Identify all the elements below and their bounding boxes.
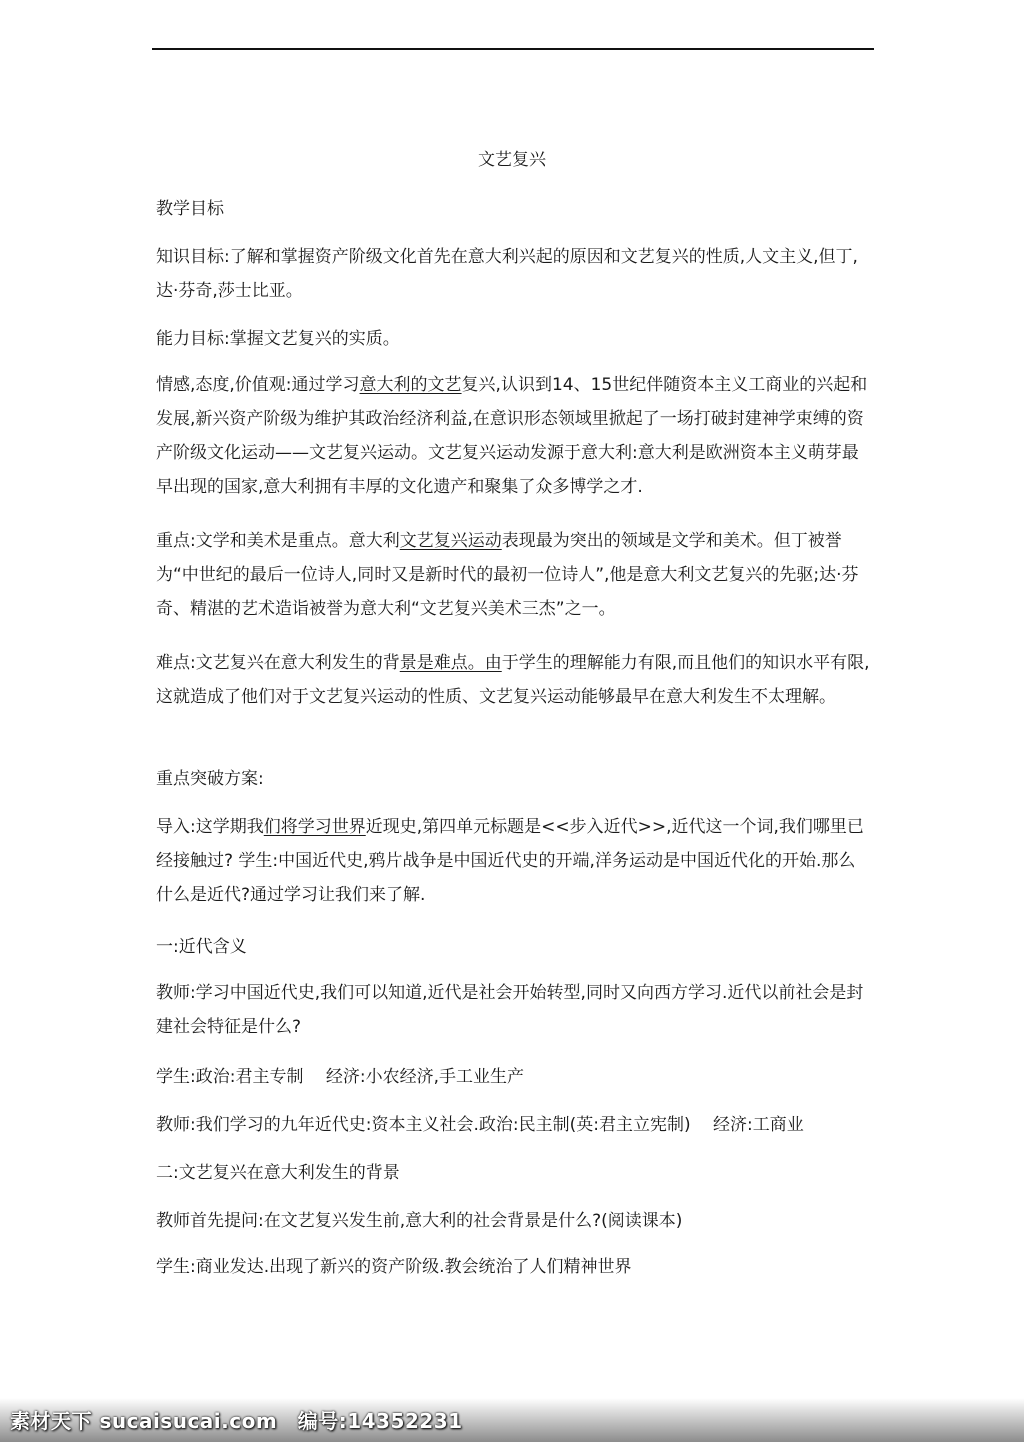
paragraph-student-1: 学生:政治:君主专制 经济:小农经济,手工业生产 (156, 1067, 524, 1087)
underlined-text: 们将学习世界 (263, 817, 366, 837)
paragraph-teacher-2: 教师:我们学习的九年近代史:资本主义社会.政治:民主制(英:君主立宪制) 经济:工商业 (156, 1115, 804, 1135)
underlined-text: 意大利的文艺 (359, 375, 462, 395)
section-heading-1: 一:近代含义 (156, 937, 247, 957)
heading-plan: 重点突破方案: (156, 769, 264, 789)
heading-teaching-goals: 教学目标 (156, 199, 224, 219)
underlined-text: 景是难点。由 (399, 653, 502, 673)
paragraph-knowledge-goal: 知识目标:了解和掌握资产阶级文化首先在意大利兴起的原因和文艺复兴的性质,人文主义,但丁,达·芬奇,莎士比亚。 (156, 247, 858, 301)
paragraph-teacher-3: 教师首先提问:在文艺复兴发生前,意大利的社会背景是什么?(阅读课本) (156, 1211, 683, 1231)
paragraph-emotion-goal: 情感,态度,价值观:通过学习意大利的文艺复兴,认识到14、15世纪伴随资本主义工商业的兴起和发展,新兴资产阶级为维护其政治经济利益,在意识形态领域里掀起了一场打破封建神学束缚的资产阶级文化运动——文艺复兴运动。文艺复兴运动发源于意大利:意大利是欧洲资本主义萌芽最早出现的国家,意大利拥有丰厚的文化遗产和聚集了众多博学之才. (156, 375, 868, 497)
watermark-text: 素材天下 sucaisucai.com 编号:14352231 (10, 1409, 463, 1433)
paragraph-ability-goal: 能力目标:掌握文艺复兴的实质。 (156, 329, 400, 349)
paragraph-teacher-1: 教师:学习中国近代史,我们可以知道,近代是社会开始转型,同时又向西方学习.近代以前社会是封建社会特征是什么? (156, 983, 864, 1037)
document-title: 文艺复兴 (478, 150, 546, 170)
header-rule (152, 48, 874, 50)
paragraph-key-point: 重点:文学和美术是重点。意大利文艺复兴运动表现最为突出的领域是文学和美术。但丁被誉为“中世纪的最后一位诗人,同时又是新时代的最初一位诗人”,他是意大利文艺复兴的先驱;达·芬奇、精湛的艺术造诣被誉为意大利“文艺复兴美术三杰”之一。 (156, 531, 859, 619)
paragraph-difficulty: 难点:文艺复兴在意大利发生的背景是难点。由于学生的理解能力有限,而且他们的知识水平有限,这就造成了他们对于文艺复兴运动的性质、文艺复兴运动能够最早在意大利发生不太理解。 (156, 653, 870, 707)
underlined-text: 文艺复兴运动 (399, 531, 502, 551)
section-heading-2: 二:文艺复兴在意大利发生的背景 (156, 1163, 400, 1183)
paragraph-intro: 导入:这学期我们将学习世界近现史,第四单元标题是<<步入近代>>,近代这一个词,我们哪里已经接触过? 学生:中国近代史,鸦片战争是中国近代史的开端,洋务运动是中国近代化的开始.那么什么是近代?通过学习让我们来了解. (156, 817, 864, 905)
paragraph-student-2: 学生:商业发达.出现了新兴的资产阶级.教会统治了人们精神世界 (156, 1257, 632, 1277)
watermark-bar (0, 1398, 1024, 1442)
